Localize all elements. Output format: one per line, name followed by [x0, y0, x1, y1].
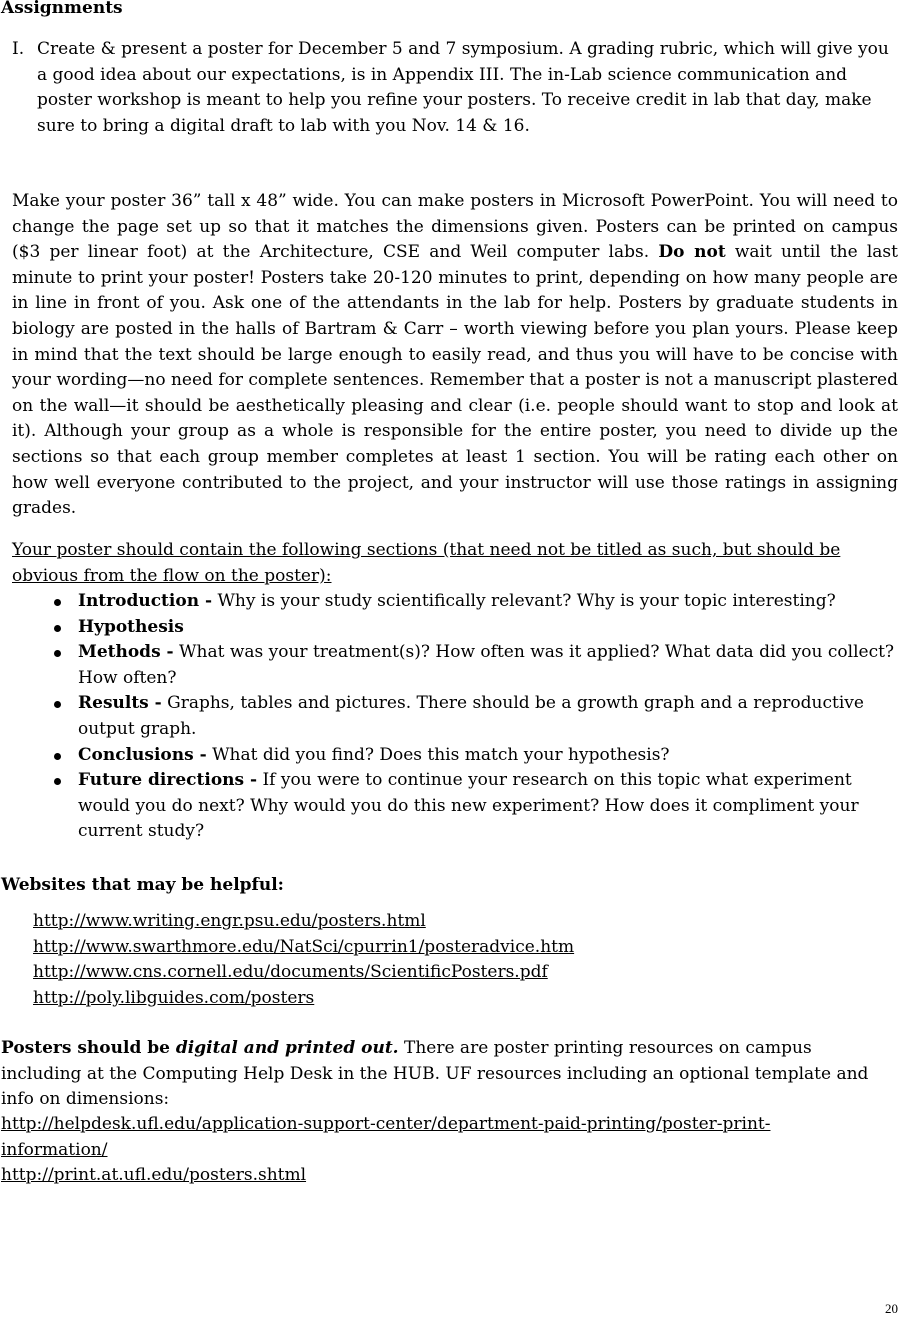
printing-bold: Posters should be	[1, 1038, 176, 1058]
printing-link[interactable]: http://helpdesk.ufl.edu/application-support-center/department-paid-printing/poster-print-information/	[1, 1114, 771, 1160]
section-item: Results - Graphs, tables and pictures. There should be a growth graph and a reproductive output graph.	[12, 691, 898, 742]
printing-info	[1, 1036, 871, 1113]
printing-link[interactable]: http://print.at.ufl.edu/posters.shtml	[1, 1165, 307, 1186]
instructions-text-2: wait until the last minute to print your poster! Posters take 20-120 minutes to print, depending on how many people are in line in front of you. Ask one of the attendants in the lab for help. Posters by graduate students in biology are posted in the halls of Bartram & Carr – worth viewing before you plan yours. Please keep in mind that the text should be large enough to easily read, and thus you will have to be concise with your wording—no need for complete sentences. Remember that a poster is not a manuscript plastered on the wall—it should be aesthetically pleasing and clear (i.e. people should want to stop and look at it). Although your group as a whole is responsible for the entire poster, you need to divide up the sections so that each group member completes at least 1 section. You will be rating each other on how well everyone contributed to the project, and your instructor will use those ratings in assigning grades.	[12, 242, 898, 519]
section-item: Introduction - Why is your study scientifically relevant? Why is your topic interesting?	[12, 589, 898, 615]
website-link[interactable]: http://www.swarthmore.edu/NatSci/cpurrin1/posteradvice.htm	[33, 936, 575, 957]
printing-bold-italic: digital and printed out.	[175, 1038, 399, 1058]
section-item: Hypothesis	[12, 615, 898, 641]
instructions-text-1: Make your poster 36” tall x 48” wide. You can make posters in Microsoft PowerPoint. You will need to change the page set up so that it matches the dimensions given. Posters can be printed on campus ($3 per linear foot) at the Architecture, CSE and Weil computer labs.	[12, 191, 898, 263]
item-text: Create & present a poster for December 5 and 7 symposium. A grading rubric, which will give you a good idea about our expectations, is in Appendix III. The in-Lab science communication and poster workshop is meant to help you refine your posters. To receive credit in lab that day, make sure to bring a digital draft to lab with you Nov. 14 & 16.	[37, 39, 889, 136]
assignment-item	[12, 37, 898, 139]
sections-intro: Your poster should contain the following sections (that need not be titled as such, but should be obvious from the flow on the poster):	[12, 540, 841, 586]
instructions-bold: Do not	[658, 242, 726, 263]
item-numeral: I.	[12, 39, 25, 59]
website-link[interactable]: http://www.writing.engr.psu.edu/posters.html	[33, 911, 426, 931]
poster-instructions	[12, 189, 898, 522]
section-item: Methods - What was your treatment(s)? How often was it applied? What data did you collect? How often?	[12, 640, 898, 691]
website-link[interactable]: http://poly.libguides.com/posters	[33, 987, 315, 1008]
section-item: Conclusions - What did you find? Does this match your hypothesis?	[12, 743, 898, 769]
printing-text: There are poster printing resources on campus including at the Computing Help Desk in the HUB. UF resources including an optional template and info on dimensions:	[1, 1038, 869, 1110]
page-title: Assignments	[1, 0, 123, 18]
websites-heading: Websites that may be helpful:	[1, 875, 284, 895]
sections-list	[12, 589, 898, 845]
section-item: Future directions - If you were to continue your research on this topic what experiment would you do next? Why would you do this new experiment? How does it compliment your current study?	[12, 768, 898, 845]
website-link[interactable]: http://www.cns.cornell.edu/documents/ScientificPosters.pdf	[33, 962, 548, 983]
page-number: 20	[885, 1301, 898, 1316]
printing-links	[1, 1112, 871, 1189]
websites-links	[33, 909, 574, 1011]
